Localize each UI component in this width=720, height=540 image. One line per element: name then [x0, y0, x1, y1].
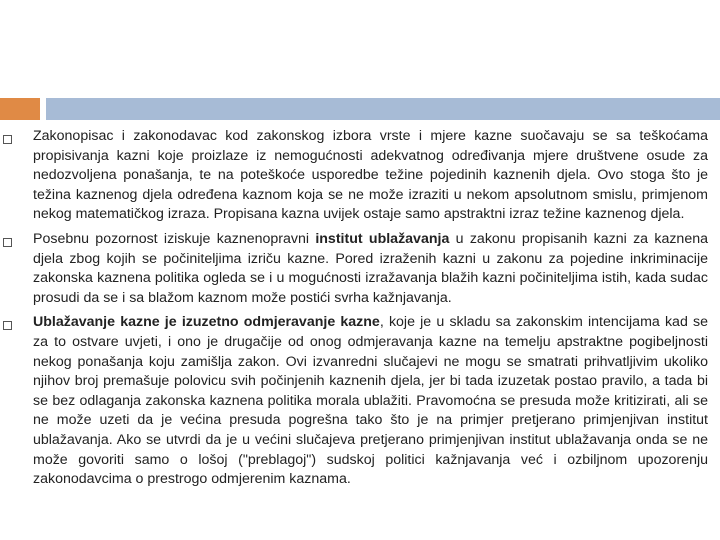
bullet-2-before: Posebnu pozornost iziskuje kaznenopravni: [33, 230, 316, 247]
bullet-2-bold: institut ublažavanja: [315, 230, 450, 247]
bullet-list: [0, 127, 720, 495]
accent-bar-left: [0, 98, 40, 120]
bullet-item-2: [0, 230, 720, 308]
square-bullet-icon: [3, 321, 12, 330]
square-bullet-icon: [3, 135, 12, 144]
bullet-1-text: Zakonopisac i zakonodavac kod zakonskog izbora vrste i mjere kazne suočavaju se sa teškoćama propisivanja kazni koje proizlaze iz nemogućnosti adekvatnog određivanja mjere društvene osude za nedozvoljena ponašanja, te na poteškoće usporedbe težine pojedinih kaznenih djela. Ovo stoga što je težina kaznenog djela određena kaznom koja se ne može izraziti u nekom apsolutnom smislu, primjenom nekog matematičkog izraza. Propisana kazna uvijek ostaje samo apstraktni izraz težine kaznenog djela.: [33, 128, 708, 223]
bullet-text-2: [33, 230, 708, 308]
bullet-text-1: [33, 127, 708, 225]
bullet-3-after: , koje je u skladu sa zakonskim intencijama kad se za to ostvare uvjeti, i ono je drugačije od onog odmjeravanja kazne na temelju apstraktne pogibeljnosti nekog ponašanja koju zamišlja zakon. Ovi izvanredni slučajevi ne mogu se smatrati prihvatljivim ukoliko njihov broj premašuje polovicu svih počinjenih kaznenih djela, jer bi tada izuzetak postao pravilo, a tada bi se bez odlaganja zakonska kaznena politika morala ublažiti. Pravomoćna se presuda može kritizirati, ali se ne može uzeti da je većina presuda pogrešna tako što je na primjer pretjerano primjenjivan institut ublažavanja. Ako se utvrdi da je u većini slučajeva pretjerano primjenjivan institut ublažavanja onda se ne može govoriti samo o lošoj ("preblagoj") sudskoj politici kažnjavanja već i ozbiljnom upozorenju zakonodavcima o prestrogo odmjerenim kaznama.: [33, 314, 708, 488]
accent-bar-right: [46, 98, 720, 120]
bullet-2-after: u zakonu propisanih kazni za kaznena djela zbog kojih se počiniteljima izriču kazne. Pored izraženih kazni u zakonu za pojedine inkriminacije zakonska kaznena politika ogleda se i u mogućnosti izražavanja blažih kazni počiniteljima istih, kada sudac prosudi da se i sa blažom kaznom može postići svrha kažnjavanja.: [33, 230, 708, 306]
bullet-item-3: [0, 313, 720, 489]
bullet-text-3: [33, 313, 708, 489]
bullet-item-1: [0, 127, 720, 225]
square-bullet-icon: [3, 238, 12, 247]
bullet-3-bold: Ublažavanje kazne je izuzetno odmjeravanje kazne: [33, 314, 380, 331]
